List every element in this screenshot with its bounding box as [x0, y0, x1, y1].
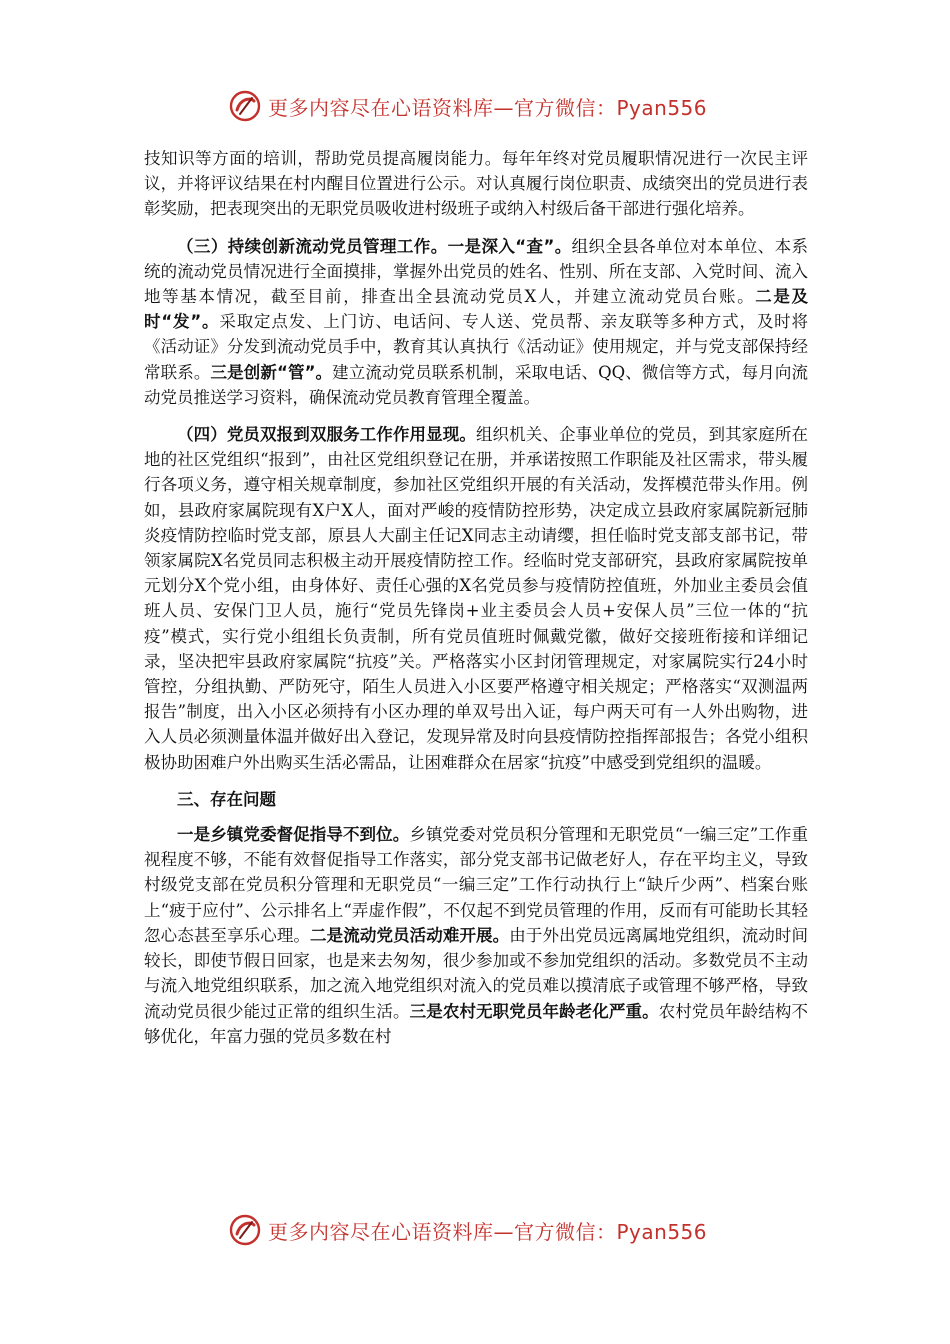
watermark-logo-icon [228, 1213, 262, 1247]
watermark-text: 更多内容尽在心语资料库—官方微信：Pyan556 [268, 95, 708, 120]
document-body [144, 146, 808, 1061]
text-segment: 农村党员年龄结构不够优化，年富力强的党员多数在村 [144, 1001, 809, 1046]
text-segment: 组织全县各单位对本单位、本系统的流动党员情况进行全面摸排，掌握外出党员的姓名、性别、所在支部、入党时间、流入地等基本情况，截至目前，排查出全县流动党员X人，并建立流动党员台账。 [144, 236, 808, 307]
text-segment: 组织机关、企事业单位的党员，到其家庭所在地的社区党组织“报到”，由社区党组织登记在册，并承诺按照工作职能及社区需求，带头履行各项义务，遵守相关规章制度，参加社区党组织开展的有关活动，发挥模范带头作用。例如，县政府家属院现有X户X人，面对严峻的疫情防控形势，决定成立县政府家属院新冠肺炎疫情防控临时党支部，原县人大副主任记X同志主动请缨，担任临时党支部支部书记，带领家属院X名党员同志积极主动开展疫情防控工作。经临时党支部研究，县政府家属院按单元划分X个党小组，由身体好、责任心强的X名党员参与疫情防控值班，外加业主委员会值班人员、安保门卫人员，施行“党员先锋岗+业主委员会人员+安保人员”三位一体的“抗疫”模式，实行党小组组长负责制，所有党员值班时佩戴党徽，做好交接班衔接和详细记录，坚决把牢县政府家属院“抗疫”关。严格落实小区封闭管理规定，对家属院实行24小时管控，分组执勤、严防死守，陌生人员进入小区要严格遵守相关规定；严格落实“双测温两报告”制度，出入小区必须持有小区办理的单双号出入证，每户两天可有一人外出购物，进入人员必须测量体温并做好出入登记，发现异常及时向县疫情防控指挥部报告；各党小组积极协助困难户外出购买生活必需品，让困难群众在居家“抗疫”中感受到党组织的温暖。 [144, 425, 809, 772]
text-segment: 采取定点发、上门访、电话问、专人送、党员帮、亲友联等多种方式，及时将《活动证》分发到流动党员手中，教育其认真执行《活动证》使用规定，并与党支部保持经常联系。 [144, 312, 808, 382]
text-segment: 乡镇党委对党员积分管理和无职党员“一编三定”工作重视程度不够，不能有效督促指导工作落实，部分党支部书记做老好人，存在平均主义，导致村级党支部在党员积分管理和无职党员“一编三定”工作行动执行上“缺斤少两”、档案台账上“疲于应付”、公示排名上“弄虚作假”，不仅起不到党员管理的作用，反而有可能助长其轻忽心态甚至享乐心理。 [144, 825, 809, 945]
problem-one-heading: 一是乡镇党委督促指导不到位。 [177, 825, 410, 845]
heading-dual-report: （四）党员双报到双服务工作作用显现。 [177, 425, 476, 445]
problem-three-heading: 三是农村无职党员年龄老化严重。 [409, 1001, 659, 1021]
paragraph-floating-members [144, 234, 808, 410]
problem-two-heading: 二是流动党员活动难开展。 [310, 925, 510, 945]
paragraph-dual-report [144, 422, 808, 775]
subheading-timely-issue: 二是及时“发”。 [144, 287, 809, 332]
header-watermark [228, 86, 828, 126]
heading-floating-members: （三）持续创新流动党员管理工作。一是深入“查”。 [177, 236, 572, 256]
watermark-text: 更多内容尽在心语资料库—官方微信：Pyan556 [268, 1219, 708, 1244]
subheading-innovative-manage: 三是创新“管”。 [210, 362, 333, 382]
section-title-problems: 三、存在问题 [177, 789, 276, 809]
text-segment: 由于外出党员远离属地党组织，流动时间较长，即使节假日回家，也是来去匆匆，很少参加或不参加党组织的活动。多数党员不主动与流入地党组织联系，加之流入地党组织对流入的党员难以摸清底子或管理不够严格，导致流动党员很少能过正常的组织生活。 [144, 925, 809, 1021]
text-segment: 建立流动党员联系机制，采取电话、QQ、微信等方式，每月向流动党员推送学习资料，确保流动党员教育管理全覆盖。 [144, 362, 809, 407]
watermark-logo-icon [228, 89, 262, 123]
paragraph-problems [144, 822, 808, 1049]
paragraph-training: 技知识等方面的培训，帮助党员提高履岗能力。每年年终对党员履职情况进行一次民主评议，并将评议结果在村内醒目位置进行公示。对认真履行岗位职责、成绩突出的党员进行表彰奖励，把表现突出的无职党员吸收进村级班子或纳入村级后备干部进行强化培养。 [144, 149, 808, 219]
footer-watermark [228, 1210, 828, 1250]
